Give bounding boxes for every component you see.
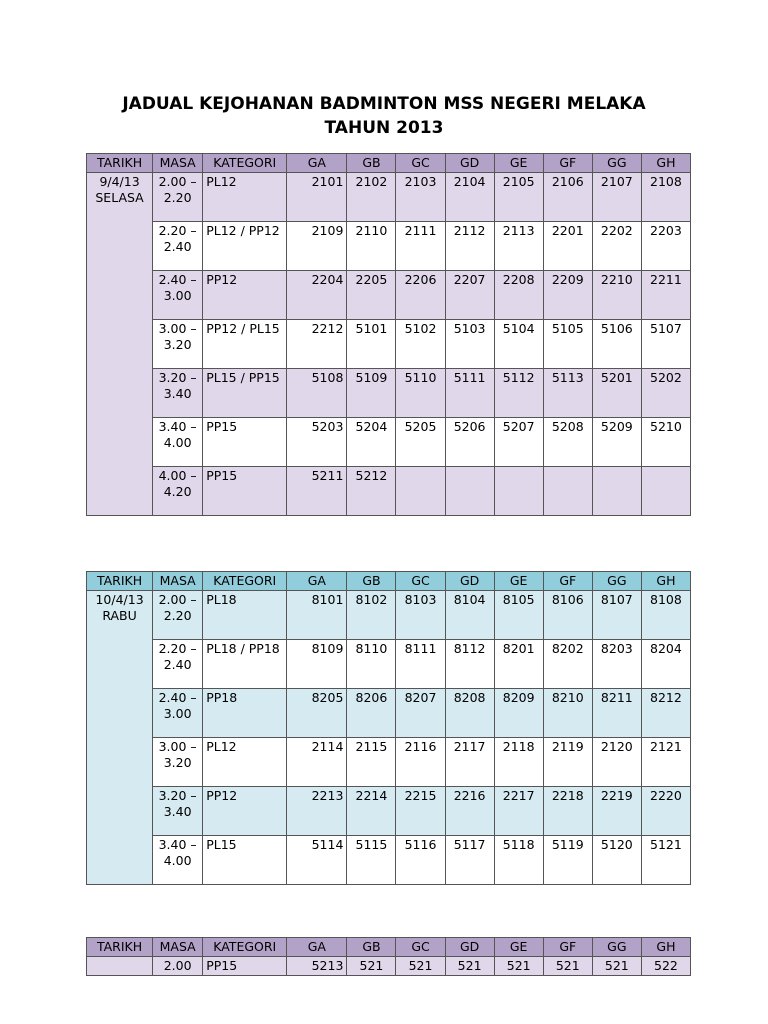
match-code-cell: [445, 467, 494, 516]
header-cell: GB: [347, 938, 396, 957]
time-cell: 3.20 – 3.40: [153, 787, 203, 836]
header-cell: MASA: [153, 572, 203, 591]
match-code-cell: 8209: [494, 689, 543, 738]
match-code-cell: 8105: [494, 591, 543, 640]
header-cell: GB: [347, 572, 396, 591]
category-cell: PP12 / PL15: [203, 320, 287, 369]
header-row: [87, 938, 691, 957]
category-cell: PL18: [203, 591, 287, 640]
match-code-cell: 8104: [445, 591, 494, 640]
header-cell: GA: [287, 572, 347, 591]
time-cell: 3.40 – 4.00: [153, 836, 203, 885]
table-row: [87, 467, 691, 516]
header-cell: GF: [543, 938, 592, 957]
match-code-cell: 8110: [347, 640, 396, 689]
header-cell: GC: [396, 572, 445, 591]
match-code-cell: 8210: [543, 689, 592, 738]
header-cell: GF: [543, 572, 592, 591]
table-row: [87, 173, 691, 222]
match-code-cell: 5213: [287, 957, 347, 976]
category-cell: PP18: [203, 689, 287, 738]
time-cell: 3.00 – 3.20: [153, 738, 203, 787]
match-code-cell: 2105: [494, 173, 543, 222]
match-code-cell: 2212: [287, 320, 347, 369]
match-code-cell: 5201: [592, 369, 641, 418]
header-cell: GD: [445, 154, 494, 173]
match-code-cell: 2217: [494, 787, 543, 836]
match-code-cell: 5110: [396, 369, 445, 418]
match-code-cell: 2119: [543, 738, 592, 787]
header-cell: GC: [396, 154, 445, 173]
match-code-cell: 2111: [396, 222, 445, 271]
match-code-cell: 521: [494, 957, 543, 976]
header-cell: GF: [543, 154, 592, 173]
match-code-cell: 2216: [445, 787, 494, 836]
match-code-cell: 5117: [445, 836, 494, 885]
match-code-cell: 5120: [592, 836, 641, 885]
match-code-cell: 2103: [396, 173, 445, 222]
table-row: [87, 836, 691, 885]
match-code-cell: [543, 467, 592, 516]
category-cell: PP15: [203, 418, 287, 467]
match-code-cell: 2213: [287, 787, 347, 836]
match-code-cell: 2211: [641, 271, 690, 320]
date-cell: 10/4/13 RABU: [87, 591, 153, 885]
match-code-cell: 2210: [592, 271, 641, 320]
table-row: [87, 369, 691, 418]
match-code-cell: 2116: [396, 738, 445, 787]
header-cell: TARIKH: [87, 154, 153, 173]
match-code-cell: 2107: [592, 173, 641, 222]
match-code-cell: 8207: [396, 689, 445, 738]
time-cell: 2.40 – 3.00: [153, 271, 203, 320]
match-code-cell: 8111: [396, 640, 445, 689]
match-code-cell: 8101: [287, 591, 347, 640]
category-cell: PL18 / PP18: [203, 640, 287, 689]
match-code-cell: 5121: [641, 836, 690, 885]
match-code-cell: 5102: [396, 320, 445, 369]
match-code-cell: 5212: [347, 467, 396, 516]
match-code-cell: 5108: [287, 369, 347, 418]
header-cell: GG: [592, 938, 641, 957]
header-cell: GE: [494, 154, 543, 173]
match-code-cell: 5105: [543, 320, 592, 369]
match-code-cell: 5206: [445, 418, 494, 467]
match-code-cell: 5202: [641, 369, 690, 418]
category-cell: PL15 / PP15: [203, 369, 287, 418]
match-code-cell: 2108: [641, 173, 690, 222]
match-code-cell: 2115: [347, 738, 396, 787]
table-row: [87, 689, 691, 738]
match-code-cell: 8202: [543, 640, 592, 689]
time-cell: 3.40 – 4.00: [153, 418, 203, 467]
match-code-cell: [592, 467, 641, 516]
schedule-table-3: [86, 937, 691, 976]
header-cell: TARIKH: [87, 572, 153, 591]
match-code-cell: 2206: [396, 271, 445, 320]
table-row: [87, 271, 691, 320]
table-row: [87, 957, 691, 976]
header-cell: GB: [347, 154, 396, 173]
match-code-cell: 2215: [396, 787, 445, 836]
table-row: [87, 591, 691, 640]
title-line-1: JADUAL KEJOHANAN BADMINTON MSS NEGERI MELAKA: [122, 94, 646, 114]
match-code-cell: 2203: [641, 222, 690, 271]
match-code-cell: 5118: [494, 836, 543, 885]
match-code-cell: 2219: [592, 787, 641, 836]
match-code-cell: 2117: [445, 738, 494, 787]
schedule-table-1: [86, 153, 691, 516]
match-code-cell: 5119: [543, 836, 592, 885]
match-code-cell: 2214: [347, 787, 396, 836]
match-code-cell: 5205: [396, 418, 445, 467]
header-cell: GH: [641, 572, 690, 591]
match-code-cell: 8208: [445, 689, 494, 738]
header-cell: GA: [287, 938, 347, 957]
match-code-cell: 5113: [543, 369, 592, 418]
match-code-cell: 5210: [641, 418, 690, 467]
match-code-cell: 2208: [494, 271, 543, 320]
match-code-cell: 5211: [287, 467, 347, 516]
match-code-cell: 5104: [494, 320, 543, 369]
match-code-cell: 8205: [287, 689, 347, 738]
table-row: [87, 320, 691, 369]
match-code-cell: 2202: [592, 222, 641, 271]
match-code-cell: 2121: [641, 738, 690, 787]
table-row: [87, 222, 691, 271]
match-code-cell: 2104: [445, 173, 494, 222]
match-code-cell: 2118: [494, 738, 543, 787]
match-code-cell: 521: [396, 957, 445, 976]
match-code-cell: 8103: [396, 591, 445, 640]
match-code-cell: 2120: [592, 738, 641, 787]
category-cell: PL12: [203, 173, 287, 222]
header-cell: KATEGORI: [203, 572, 287, 591]
header-row: [87, 154, 691, 173]
match-code-cell: 2102: [347, 173, 396, 222]
header-cell: GH: [641, 938, 690, 957]
time-cell: 2.00: [153, 957, 203, 976]
date-cell: [87, 957, 153, 976]
header-cell: GG: [592, 154, 641, 173]
match-code-cell: 8106: [543, 591, 592, 640]
time-cell: 4.00 – 4.20: [153, 467, 203, 516]
match-code-cell: 5115: [347, 836, 396, 885]
match-code-cell: 521: [347, 957, 396, 976]
match-code-cell: 5207: [494, 418, 543, 467]
match-code-cell: 2110: [347, 222, 396, 271]
time-cell: 2.00 – 2.20: [153, 173, 203, 222]
match-code-cell: 5101: [347, 320, 396, 369]
category-cell: PL12: [203, 738, 287, 787]
header-cell: KATEGORI: [203, 154, 287, 173]
match-code-cell: 8102: [347, 591, 396, 640]
table-row: [87, 787, 691, 836]
match-code-cell: 521: [543, 957, 592, 976]
match-code-cell: 8109: [287, 640, 347, 689]
table-row: [87, 738, 691, 787]
match-code-cell: 5204: [347, 418, 396, 467]
match-code-cell: 8201: [494, 640, 543, 689]
match-code-cell: 8204: [641, 640, 690, 689]
category-cell: PL12 / PP12: [203, 222, 287, 271]
header-cell: GC: [396, 938, 445, 957]
header-cell: TARIKH: [87, 938, 153, 957]
header-cell: KATEGORI: [203, 938, 287, 957]
category-cell: PP12: [203, 271, 287, 320]
match-code-cell: 2209: [543, 271, 592, 320]
match-code-cell: 521: [445, 957, 494, 976]
header-cell: MASA: [153, 154, 203, 173]
category-cell: PP15: [203, 957, 287, 976]
match-code-cell: 521: [592, 957, 641, 976]
match-code-cell: 8206: [347, 689, 396, 738]
match-code-cell: 2109: [287, 222, 347, 271]
match-code-cell: 2112: [445, 222, 494, 271]
time-cell: 3.00 – 3.20: [153, 320, 203, 369]
match-code-cell: 2218: [543, 787, 592, 836]
schedule-table-2: [86, 571, 691, 885]
category-cell: PP12: [203, 787, 287, 836]
match-code-cell: 2220: [641, 787, 690, 836]
match-code-cell: 5111: [445, 369, 494, 418]
match-code-cell: 2106: [543, 173, 592, 222]
time-cell: 2.20 – 2.40: [153, 222, 203, 271]
time-cell: 2.00 – 2.20: [153, 591, 203, 640]
match-code-cell: 8212: [641, 689, 690, 738]
match-code-cell: 8108: [641, 591, 690, 640]
date-cell: 9/4/13 SELASA: [87, 173, 153, 516]
match-code-cell: 5107: [641, 320, 690, 369]
match-code-cell: 5209: [592, 418, 641, 467]
match-code-cell: 8107: [592, 591, 641, 640]
header-cell: GA: [287, 154, 347, 173]
match-code-cell: 2207: [445, 271, 494, 320]
match-code-cell: 5203: [287, 418, 347, 467]
header-cell: MASA: [153, 938, 203, 957]
match-code-cell: 5114: [287, 836, 347, 885]
header-row: [87, 572, 691, 591]
match-code-cell: 8112: [445, 640, 494, 689]
header-cell: GH: [641, 154, 690, 173]
match-code-cell: [641, 467, 690, 516]
match-code-cell: 5109: [347, 369, 396, 418]
table-row: [87, 418, 691, 467]
match-code-cell: 8211: [592, 689, 641, 738]
table-row: [87, 640, 691, 689]
match-code-cell: 5116: [396, 836, 445, 885]
match-code-cell: 2114: [287, 738, 347, 787]
match-code-cell: 5112: [494, 369, 543, 418]
match-code-cell: 5106: [592, 320, 641, 369]
header-cell: GE: [494, 572, 543, 591]
time-cell: 2.40 – 3.00: [153, 689, 203, 738]
match-code-cell: 2204: [287, 271, 347, 320]
match-code-cell: [396, 467, 445, 516]
header-cell: GG: [592, 572, 641, 591]
category-cell: PP15: [203, 467, 287, 516]
match-code-cell: 8203: [592, 640, 641, 689]
match-code-cell: 2205: [347, 271, 396, 320]
header-cell: GD: [445, 572, 494, 591]
match-code-cell: 2101: [287, 173, 347, 222]
match-code-cell: 522: [641, 957, 690, 976]
time-cell: 3.20 – 3.40: [153, 369, 203, 418]
category-cell: PL15: [203, 836, 287, 885]
match-code-cell: 5103: [445, 320, 494, 369]
match-code-cell: [494, 467, 543, 516]
time-cell: 2.20 – 2.40: [153, 640, 203, 689]
match-code-cell: 5208: [543, 418, 592, 467]
header-cell: GD: [445, 938, 494, 957]
match-code-cell: 2201: [543, 222, 592, 271]
match-code-cell: 2113: [494, 222, 543, 271]
document-title: [0, 92, 768, 140]
title-line-2: TAHUN 2013: [324, 118, 444, 138]
header-cell: GE: [494, 938, 543, 957]
